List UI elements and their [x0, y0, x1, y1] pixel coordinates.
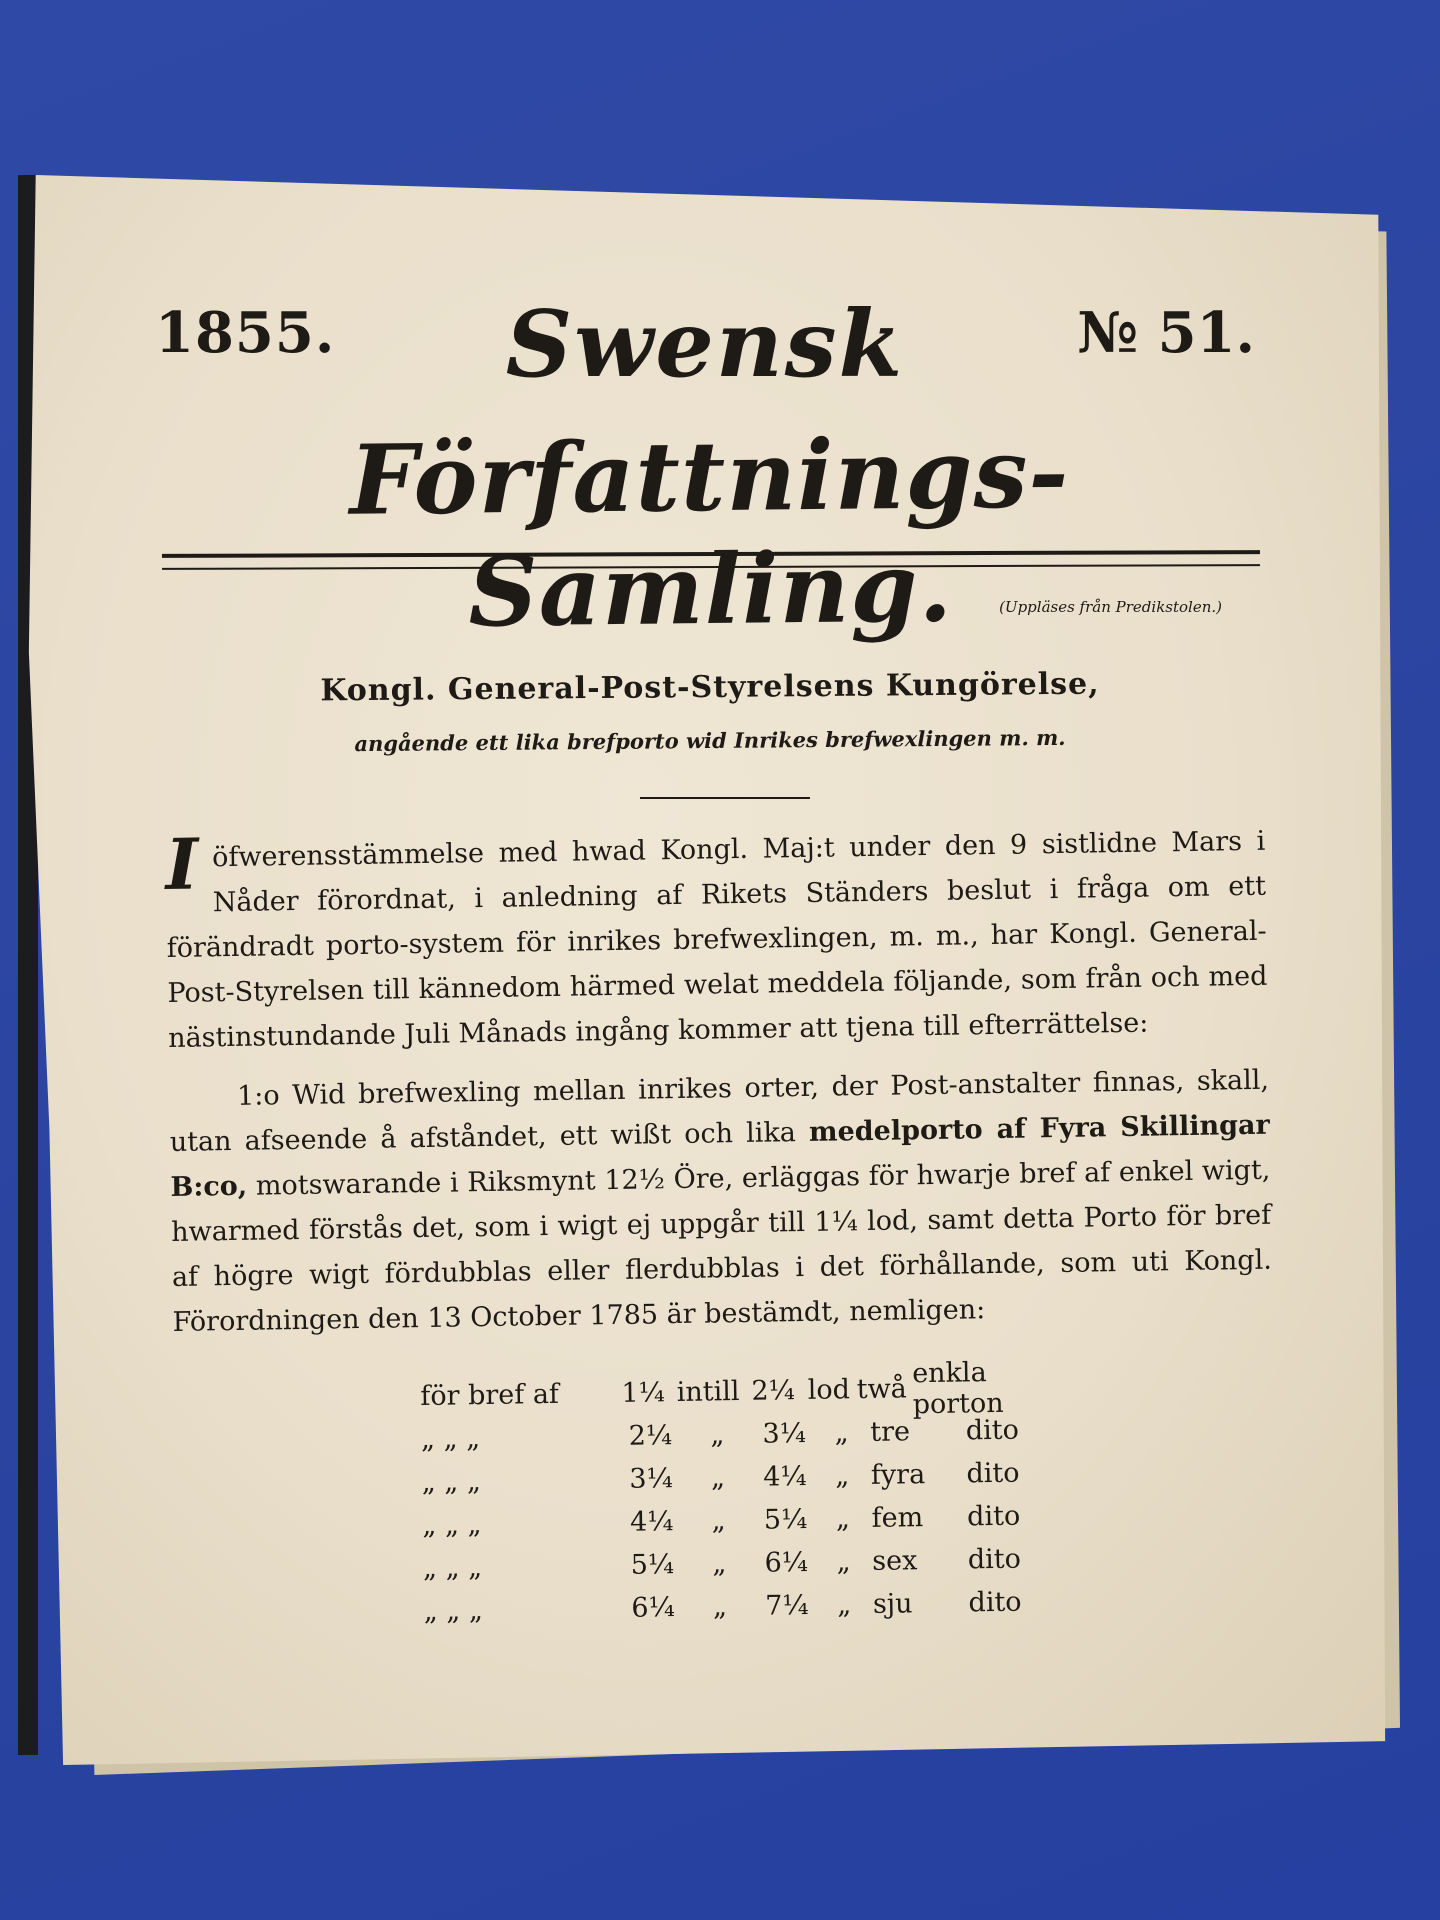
- paragraph-2-text-b: motswarande i Riksmynt 12½ Öre, erläggas för hwarje bref af enkel wigt, hwarmed förstås det, som i wigt ej uppgår till 1¼ lod, samt detta Porto för bref af högre wigt fördubblas eller flerdubblas i det förhållande, som uti Kongl. Förordningen den 13 October 1785 är bestämdt, nemligen:: [170, 1154, 1273, 1338]
- section-divider: [640, 797, 810, 799]
- porto-word: dito: [968, 1586, 1022, 1619]
- table-row: [420, 1356, 1071, 1420]
- weight-table: [420, 1356, 1074, 1633]
- ditto-marks: „ „ „: [422, 1509, 482, 1541]
- issue-number: № 51.: [1077, 300, 1255, 366]
- range-word: „: [711, 1505, 726, 1537]
- porto-count: tre: [869, 1416, 911, 1448]
- document-subheading: angående ett lika brefporto wid Inrikes brefwexlingen m. m.: [354, 724, 1066, 757]
- paragraph-2-text-a: 1:o Wid brefwexling mellan inrikes orter, der Post-anstalter finnas, skall, utan afseende å afståndet, ett wißt och lika: [169, 1064, 1270, 1158]
- to-weight: 4¼: [762, 1460, 807, 1493]
- porto-word: dito: [967, 1543, 1022, 1576]
- title-line-1: Swensk: [505, 290, 905, 398]
- reading-note: (Uppläses från Predikstolen.): [999, 598, 1222, 616]
- porto-word: dito: [966, 1500, 1021, 1533]
- paragraph-2: [169, 1058, 1273, 1345]
- to-weight: 2¼: [751, 1375, 796, 1407]
- porto-count: fyra: [870, 1459, 926, 1491]
- row-label: för bref af: [420, 1378, 560, 1412]
- from-weight: 5¼: [630, 1549, 675, 1581]
- porto-count: fem: [871, 1502, 924, 1534]
- masthead: [155, 290, 1255, 400]
- porto-count: twå: [856, 1373, 908, 1406]
- paragraph-1: [165, 819, 1268, 1061]
- title-line-2: Författnings-Samling.: [348, 416, 1070, 649]
- porto-word: dito: [966, 1457, 1020, 1490]
- from-weight: 4¼: [629, 1506, 674, 1538]
- from-weight: 6¼: [631, 1592, 676, 1624]
- to-weight: 3¼: [762, 1417, 807, 1450]
- paragraph-2-bold: medelporto af Fyra Skillingar B:co,: [170, 1109, 1270, 1203]
- to-weight: 5¼: [763, 1503, 808, 1536]
- from-weight: 2¼: [628, 1420, 673, 1452]
- body-text: [165, 819, 1273, 1345]
- unit: „: [834, 1460, 850, 1492]
- paragraph-1-text: öfwerensstämmelse med hwad Kongl. Maj:t under den 9 sistlidne Mars i Nåder förordnat, i anledning af Rikets Ständers beslut i fråga om ett förändradt porto-system för inrikes brefwexlingen, m. m., har Kongl. General-Post-Styrelsen till kännedom härmed welat meddela följande, som från och med nästinstundande Juli Månads ingång kommer att tjena till efterrättelse:: [166, 825, 1268, 1054]
- porto-word: enkla porton: [911, 1356, 1004, 1420]
- unit: „: [836, 1546, 851, 1578]
- drop-cap: I: [164, 822, 199, 906]
- range-word: intill: [676, 1375, 740, 1408]
- table-row: [423, 1580, 1074, 1633]
- unit: „: [837, 1589, 852, 1621]
- to-weight: 6¼: [764, 1546, 809, 1579]
- ditto-marks: „ „ „: [422, 1552, 483, 1584]
- range-word: „: [710, 1419, 725, 1451]
- year-label: 1855.: [155, 300, 336, 366]
- unit: lod: [807, 1374, 851, 1406]
- porto-word: dito: [965, 1414, 1020, 1447]
- to-weight: 7¼: [764, 1589, 809, 1622]
- document-heading: Kongl. General-Post-Styrelsens Kungörelse,: [320, 666, 1100, 709]
- ditto-marks: „ „ „: [423, 1595, 484, 1627]
- range-word: „: [710, 1462, 726, 1494]
- porto-count: sju: [872, 1588, 913, 1620]
- from-weight: 3¼: [629, 1463, 673, 1495]
- range-word: „: [712, 1591, 728, 1623]
- porto-count: sex: [872, 1545, 918, 1577]
- unit: „: [835, 1503, 851, 1535]
- ditto-marks: „ „ „: [421, 1466, 482, 1498]
- range-word: „: [712, 1548, 727, 1580]
- from-weight: 1¼: [621, 1377, 666, 1409]
- unit: „: [834, 1417, 849, 1449]
- ditto-marks: „ „ „: [420, 1423, 481, 1455]
